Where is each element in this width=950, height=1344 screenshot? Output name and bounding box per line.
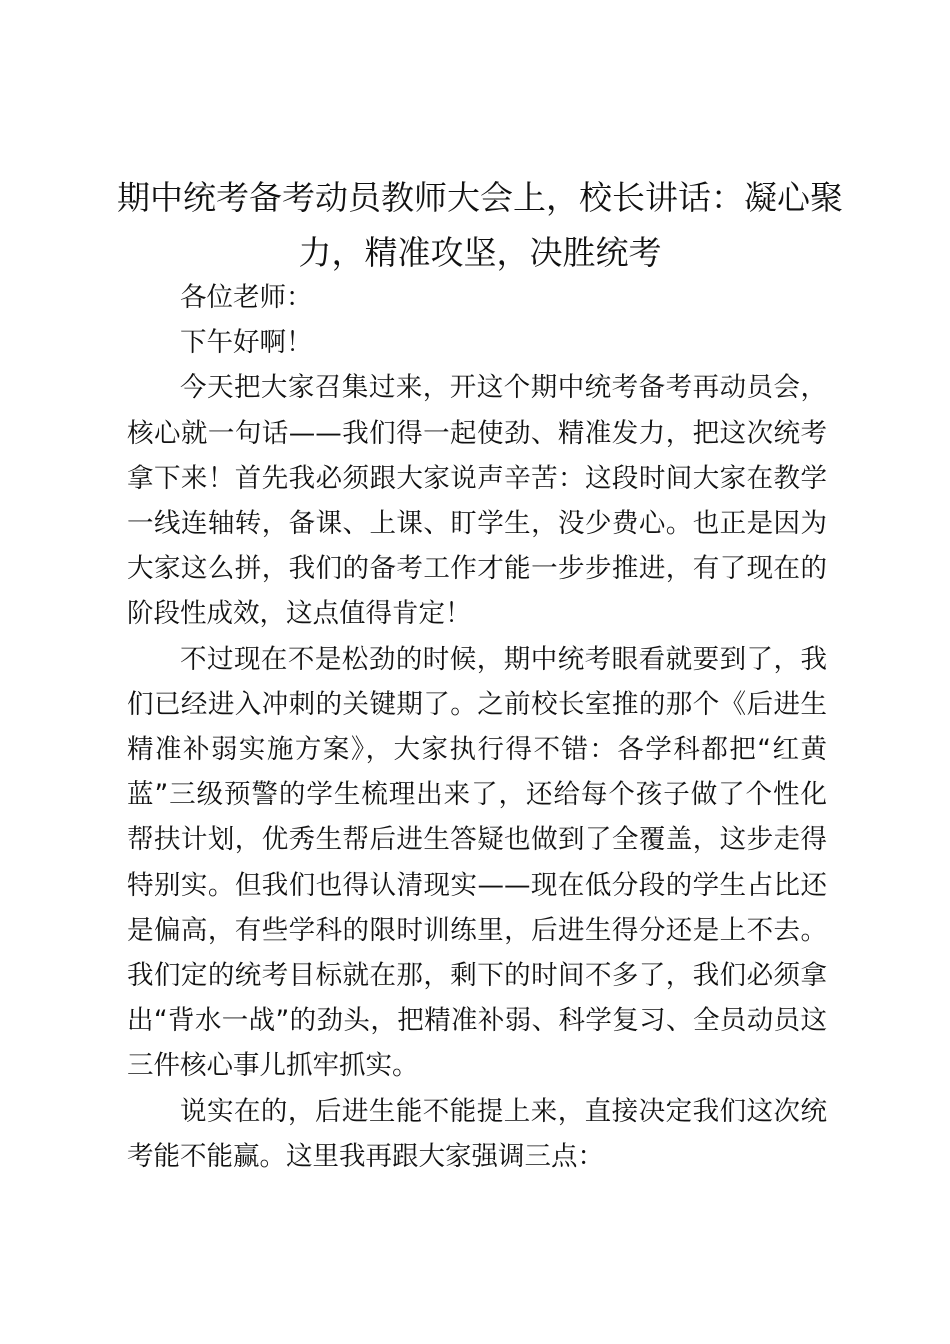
salutation: 各位老师： [180, 282, 313, 313]
greeting: 下午好啊！ [180, 327, 313, 359]
document-body [127, 275, 827, 1179]
paragraph: 不过现在不是松劲的时候，期中统考眼看就要到了，我们已经进入冲刺的关键期了。之前校长室推的那个《后进生精准补弱实施方案》，大家执行得不错：各学科都把“红黄蓝”三级预警的学生梳理出来了，还给每个孩子做了个性化帮扶计划，优秀生帮后进生答疑也做到了全覆盖，这步走得特别实。但我们也得认清现实——现在低分段的学生占比还是偏高，有些学科的限时训练里，后进生得分还是上不去。我们定的统考目标就在那，剩下的时间不多了，我们必须拿出“背水一战”的劲头，把精准补弱、科学复习、全员动员这三件核心事儿抓牢抓实。 [127, 643, 827, 1082]
paragraph: 说实在的，后进生能不能提上来，直接决定我们这次统考能不能赢。这里我再跟大家强调三点： [127, 1095, 827, 1172]
paragraph: 今天把大家召集过来，开这个期中统考备考再动员会，核心就一句话——我们得一起使劲、精准发力，把这次统考拿下来！首先我必须跟大家说声辛苦：这段时间大家在教学一线连轴转，备课、上课、盯学生，没少费心。也正是因为大家这么拼，我们的备考工作才能一步步推进，有了现在的阶段性成效，这点值得肯定！ [127, 372, 827, 630]
document-title: 期中统考备考动员教师大会上，校长讲话：凝心聚力，精准攻坚，决胜统考 [117, 178, 843, 272]
